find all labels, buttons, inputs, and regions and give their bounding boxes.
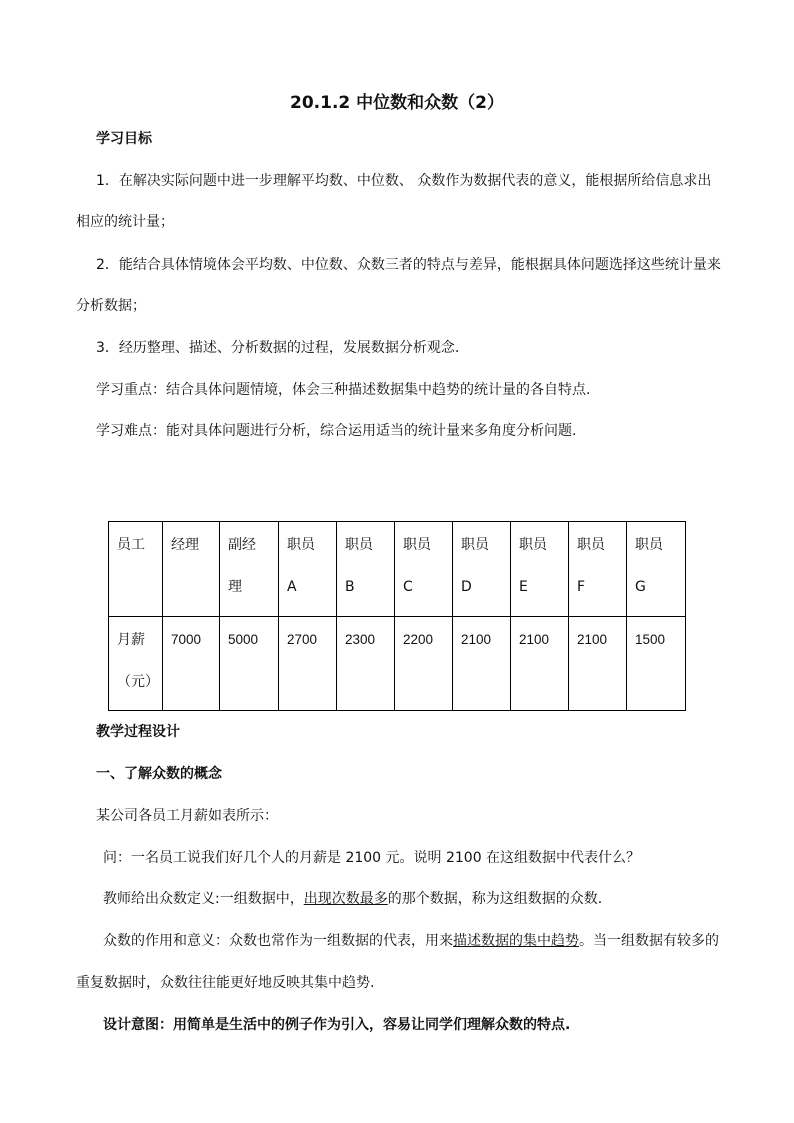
table-cell: 职员 D	[453, 522, 511, 617]
table-cell: 副经 理	[220, 522, 279, 617]
table-cell: 2700	[279, 617, 337, 711]
table-cell: 职员 C	[395, 522, 453, 617]
role-text-line-1: 众数的作用和意义：众数也常作为一组数据的代表，用来描述数据的集中趋势。当一组数据有较多的	[103, 933, 719, 949]
section-1-heading: 一、了解众数的概念	[96, 766, 222, 782]
table-cell: 月薪 （元）	[109, 617, 163, 711]
table-cell: 职员 E	[511, 522, 569, 617]
table-cell: 2100	[569, 617, 627, 711]
table-cell: 2300	[337, 617, 395, 711]
question-text: 问：一名员工说我们好几个人的月薪是 2100 元。说明 2100 在这组数据中代表什么？	[103, 850, 641, 866]
table-cell: 员工	[109, 522, 163, 617]
table-cell: 职员 A	[279, 522, 337, 617]
table-cell: 职员 B	[337, 522, 395, 617]
role-text-line-2: 重复数据时，众数往往能更好地反映其集中趋势.	[76, 975, 375, 991]
salary-table	[108, 521, 686, 711]
table-cell: 5000	[220, 617, 279, 711]
table-cell: 1500	[627, 617, 686, 711]
table-cell: 2100	[511, 617, 569, 711]
objective-2-line-1: 2．能结合具体情境体会平均数、中位数、众数三者的特点与差异，能根据具体问题选择这些统计量来	[96, 257, 721, 273]
intro-text: 某公司各员工月薪如表所示：	[96, 808, 278, 824]
objective-2-line-2: 分析数据；	[76, 298, 146, 314]
page-title: 20.1.2 中位数和众数（2）	[290, 93, 504, 113]
objectives-heading: 学习目标	[96, 131, 152, 147]
objective-1-line-1: 1．在解决实际问题中进一步理解平均数、中位数、 众数作为数据代表的意义，能根据所给信息求出	[96, 173, 712, 189]
table-cell: 2100	[453, 617, 511, 711]
difficulty: 学习难点：能对具体问题进行分析，综合运用适当的统计量来多角度分析问题.	[96, 423, 577, 439]
definition-text: 教师给出众数定义:一组数据中，出现次数最多的那个数据，称为这组数据的众数.	[103, 891, 603, 907]
table-cell: 职员 F	[569, 522, 627, 617]
process-heading: 教学过程设计	[96, 724, 180, 740]
table-header-row	[109, 522, 686, 617]
objective-1-line-2: 相应的统计量；	[76, 214, 174, 230]
table-row	[109, 617, 686, 711]
table-cell: 经理	[163, 522, 220, 617]
table-cell: 7000	[163, 617, 220, 711]
table-cell: 职员 G	[627, 522, 686, 617]
key-point: 学习重点：结合具体问题情境，体会三种描述数据集中趋势的统计量的各自特点.	[96, 382, 591, 398]
table-cell: 2200	[395, 617, 453, 711]
design-intent: 设计意图：用简单是生活中的例子作为引入，容易让同学们理解众数的特点.	[103, 1017, 571, 1033]
objective-3: 3．经历整理、描述、分析数据的过程，发展数据分析观念.	[96, 340, 460, 356]
